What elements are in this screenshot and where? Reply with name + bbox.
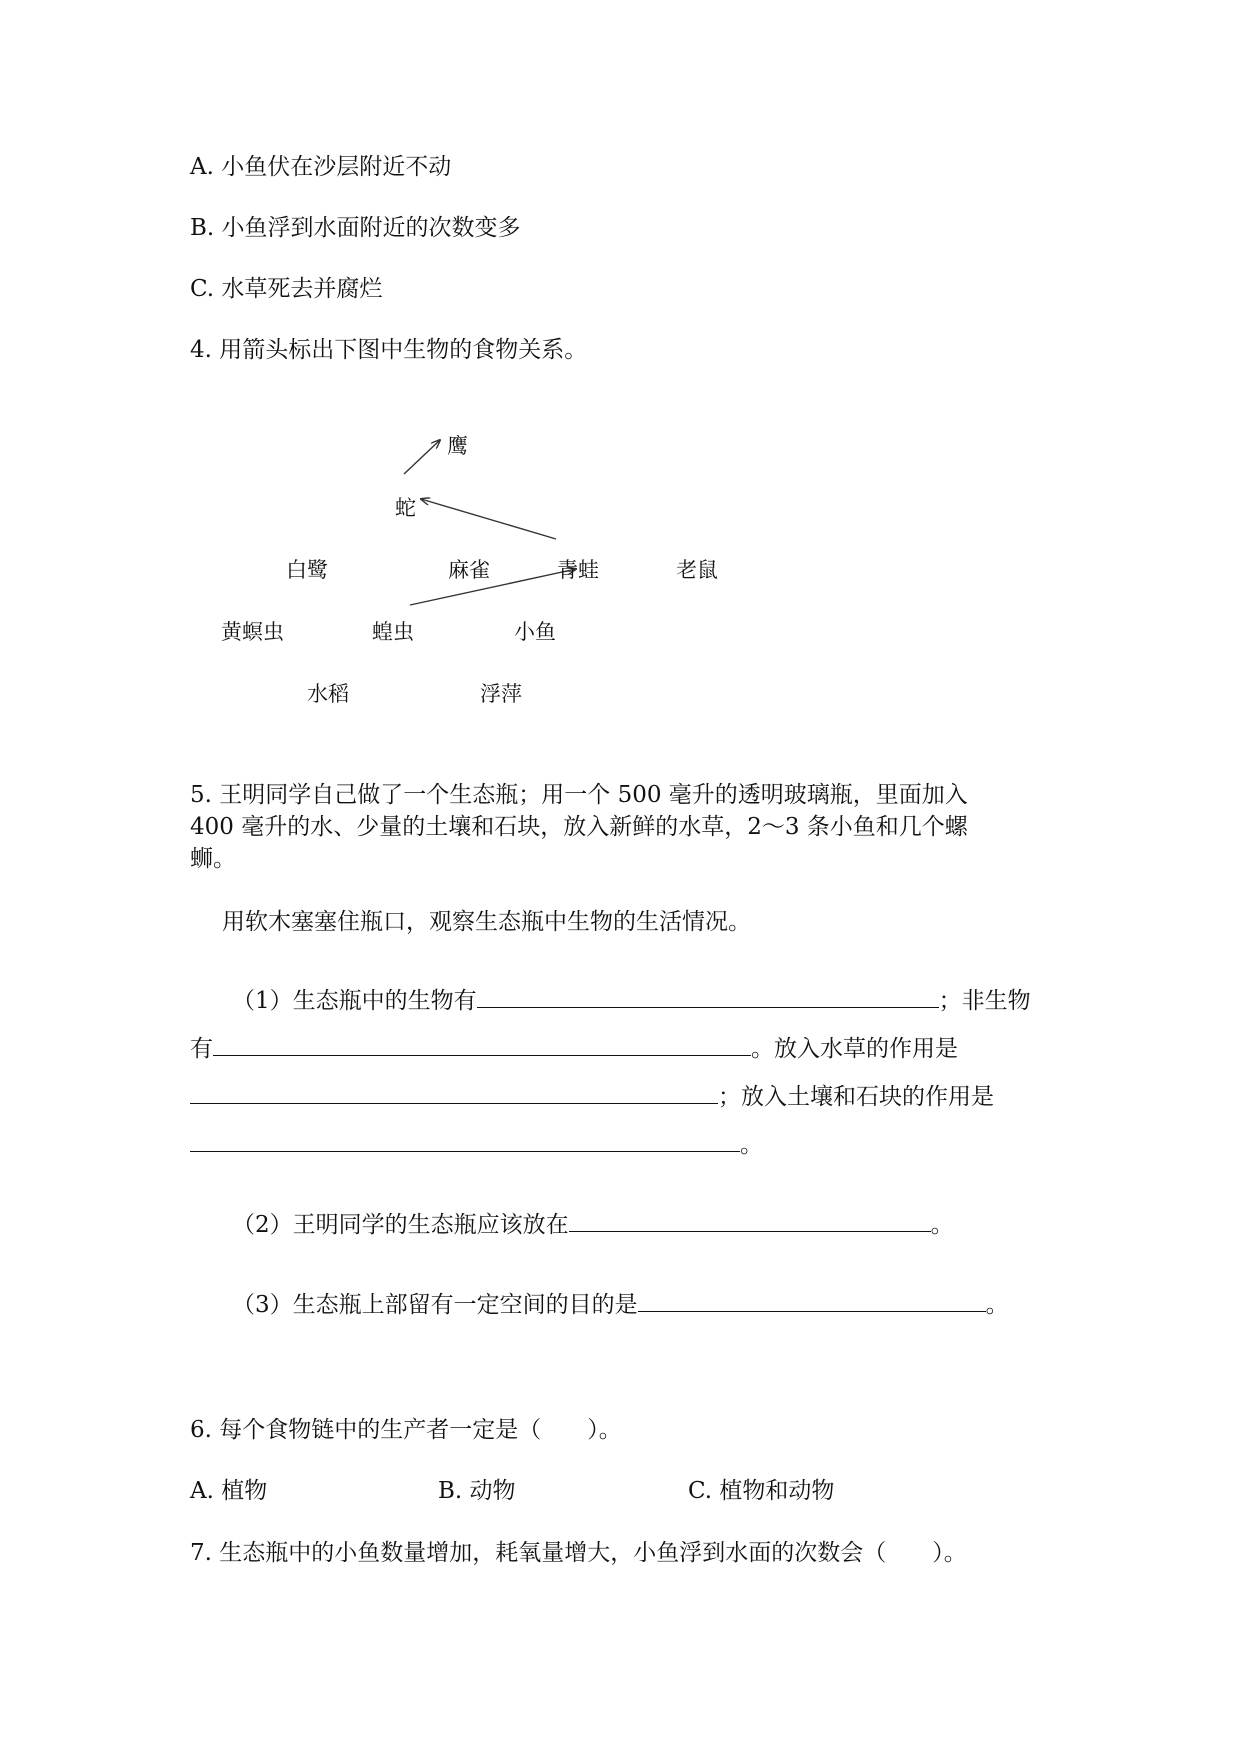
arrow-frog-to-snake [421, 499, 556, 539]
blank-nonliving[interactable] [213, 1031, 751, 1056]
q6-option-b[interactable]: B. 动物 [438, 1478, 516, 1504]
organism-egret: 白鹭 [286, 558, 328, 582]
q5-sub1-line3 [190, 1079, 994, 1114]
q5-stem-line2: 400 毫升的水、少量的土壤和石块，放入新鲜的水草，2～3 条小鱼和几个螺 [190, 814, 968, 840]
q5-sub1-end: 。 [740, 1132, 763, 1158]
blank-plant-role[interactable] [190, 1079, 718, 1104]
blank-location[interactable] [569, 1207, 931, 1232]
q5-sub3 [232, 1287, 1009, 1322]
q6-options [190, 1474, 834, 1508]
organism-rice: 水稻 [307, 682, 349, 706]
arrow-snake-to-eagle [404, 440, 440, 474]
organism-duckweed: 浮萍 [480, 682, 522, 706]
organism-eagle: 鹰 [447, 434, 468, 458]
q4-stem: 4. 用箭头标出下图中生物的食物关系。 [190, 337, 588, 363]
q3-option-b: B. 小鱼浮到水面附近的次数变多 [190, 215, 521, 241]
q5-sub1-plant-prompt: 。放入水草的作用是 [751, 1036, 958, 1062]
q6-option-a[interactable]: A. 植物 [190, 1478, 268, 1504]
organism-locust: 蝗虫 [372, 620, 414, 644]
q5-sub1-soil-prompt: ；放入土壤和石块的作用是 [718, 1084, 994, 1110]
blank-soil-role[interactable] [190, 1127, 740, 1152]
q6-stem: 6. 每个食物链中的生产者一定是（ ）。 [190, 1417, 622, 1443]
organism-sparrow: 麻雀 [448, 558, 490, 582]
organism-ladybug: 黄螟虫 [221, 620, 284, 644]
q3-option-c: C. 水草死去并腐烂 [190, 276, 383, 302]
organism-snake: 蛇 [395, 496, 416, 520]
q5-instruction: 用软木塞塞住瓶口，观察生态瓶中生物的生活情况。 [222, 909, 751, 935]
q5-sub2 [232, 1207, 954, 1242]
organism-fish: 小鱼 [514, 620, 556, 644]
q5-stem-line1: 5. 王明同学自己做了一个生态瓶；用一个 500 毫升的透明玻璃瓶，里面加入 [190, 782, 968, 808]
q5-sub1-you: 有 [190, 1036, 213, 1062]
q5-sub1-prompt: （1）生态瓶中的生物有 [232, 988, 477, 1014]
q7-stem: 7. 生态瓶中的小鱼数量增加，耗氧量增大，小鱼浮到水面的次数会（ ）。 [190, 1540, 967, 1566]
q5-sub2-prompt: （2）王明同学的生态瓶应该放在 [232, 1212, 569, 1238]
organism-frog: 青蛙 [557, 558, 599, 582]
q5-sub1-line1 [232, 983, 1031, 1018]
organism-mouse: 老鼠 [676, 558, 718, 582]
arrow-locust-to-frog [410, 569, 576, 605]
q5-sub3-prompt: （3）生态瓶上部留有一定空间的目的是 [232, 1292, 638, 1318]
q5-sub1-line4 [190, 1127, 763, 1162]
blank-organisms[interactable] [477, 983, 939, 1008]
q3-option-a: A. 小鱼伏在沙层附近不动 [190, 154, 452, 180]
q5-sub1-nonliving-prompt: ；非生物 [938, 988, 1031, 1014]
q5-sub3-end: 。 [985, 1292, 1009, 1318]
q6-option-c[interactable]: C. 植物和动物 [688, 1478, 835, 1504]
q5-sub2-end: 。 [930, 1212, 954, 1238]
q5-stem-line3: 蛳。 [190, 846, 236, 872]
blank-space-purpose[interactable] [638, 1287, 986, 1312]
q5-sub1-line2 [190, 1031, 958, 1066]
